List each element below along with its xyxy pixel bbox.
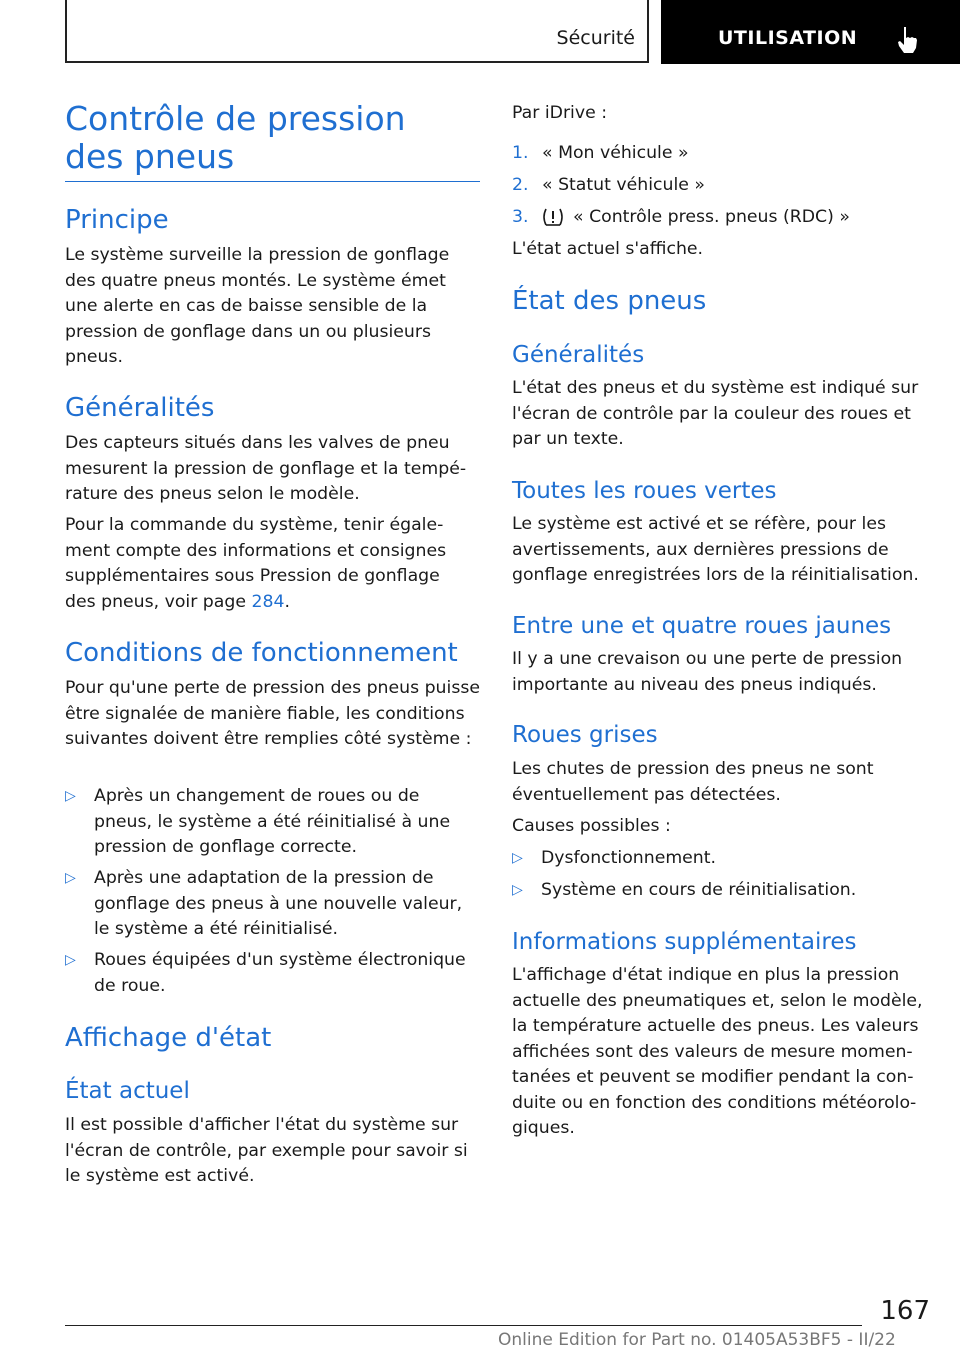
section-label: Sécurité: [556, 27, 635, 49]
step-item: [512, 140, 932, 166]
generalites-right-text: L'état des pneus et du système est indiqué sur l'écran de contrôle par la couleur des roues et par un texte.: [512, 378, 919, 449]
page-link[interactable]: 284: [251, 591, 285, 612]
roues-grises-text: Les chutes de pression des pneus ne sont éventuellement pas détectées.: [512, 759, 874, 805]
principe-text: Le système surveille la pression de gonflage des quatre pneus montés. Le système émet une alerte en cas de baisse sensible de la pression de gonflage dans un ou plusieurs pneus.: [65, 245, 450, 367]
page-title: Contrôle de pression des pneus: [65, 99, 406, 176]
step-number: 1.: [512, 143, 529, 163]
affichage-heading: Affichage d'état: [65, 1023, 272, 1053]
displayed-text: L'état actuel s'affiche.: [512, 239, 704, 259]
bullet-arrow-icon: ▷: [65, 870, 76, 886]
etat-actuel-heading: État actuel: [65, 1078, 190, 1104]
infos-heading: Informations supplémentaires: [512, 929, 857, 955]
list-item-text: Dysfonctionnement.: [541, 848, 717, 868]
generalites-text-2: [65, 513, 473, 615]
footer-divider: [65, 1325, 862, 1326]
generalites-text-2-start: Pour la commande du système, tenir également compte des informations et consignes supplémentaires sous Pression de gonflage des pneus, voir page: [65, 515, 447, 612]
list-item-text: Roues équipées d'un système électronique de roue.: [94, 950, 466, 996]
generalites-text-2-end: .: [284, 591, 290, 612]
tire-pressure-warning-icon: [541, 207, 565, 227]
roues-jaunes-text: Il y a une crevaison ou une perte de pression importante au niveau des pneus indiqués.: [512, 649, 903, 695]
etat-actuel-text: Il est possible d'afficher l'état du système sur l'écran de contrôle, par exemple pour savoir si le système est activé.: [65, 1115, 468, 1186]
list-item-text: Après un changement de roues ou de pneus, le système a été réinitialisé à une pression de gonflage correcte.: [94, 786, 451, 857]
etat-pneus-heading: État des pneus: [512, 286, 707, 316]
list-item-text: Après une adaptation de la pression de gonflage des pneus à une nouvelle valeur, le système a été réinitialisé.: [94, 868, 463, 939]
bullet-arrow-icon: ▷: [65, 952, 76, 968]
generalites-right-heading: Généralités: [512, 342, 645, 368]
roues-jaunes-heading: Entre une et quatre roues jaunes: [512, 613, 892, 639]
step-text: « Statut véhicule »: [542, 175, 705, 195]
bullet-arrow-icon: ▷: [65, 788, 76, 804]
step-text: « Mon véhicule »: [542, 143, 689, 163]
bullet-arrow-icon: ▷: [512, 850, 523, 866]
idrive-intro: Par iDrive :: [512, 103, 608, 123]
principe-heading: Principe: [65, 205, 169, 235]
pointing-hand-icon: [896, 26, 920, 54]
step-item: [512, 204, 932, 230]
list-item-text: Système en cours de réinitialisation.: [541, 880, 857, 900]
generalites-heading: Généralités: [65, 393, 215, 423]
title-divider: [65, 181, 480, 182]
roues-vertes-heading: Toutes les roues vertes: [512, 478, 777, 504]
roues-grises-heading: Roues grises: [512, 722, 658, 748]
causes-text: Causes possibles :: [512, 816, 671, 836]
bullet-arrow-icon: ▷: [512, 882, 523, 898]
conditions-intro: Pour qu'une perte de pression des pneus puisse être signalée de manière fiable, les conditions suivantes doivent être remplies côté système :: [65, 678, 480, 749]
chapter-label: UTILISATION: [718, 27, 858, 49]
roues-vertes-text: Le système est activé et se réfère, pour les avertissements, aux dernières pressions de gonflage enregistrées lors de la réinitialisation.: [512, 514, 919, 585]
footer-edition: Online Edition for Part no. 01405A53BF5 - II/22: [498, 1330, 896, 1350]
header-section-tab: [65, 0, 649, 63]
step-item: [512, 172, 932, 198]
step-text: « Contrôle press. pneus (RDC) »: [573, 207, 850, 227]
conditions-heading: Conditions de fonctionnement: [65, 638, 458, 668]
header-chapter-tab: [661, 0, 960, 64]
step-number: 2.: [512, 175, 529, 195]
step-number: 3.: [512, 207, 529, 227]
infos-text: L'affichage d'état indique en plus la pression actuelle des pneumatiques et, selon le modèle, la température actuelle des pneus. Les valeurs affichées sont des valeurs de mesure momentanées et peuvent se modifier pendant la conduite ou en fonction des conditions météorologiques.: [512, 965, 923, 1138]
generalites-text-1: Des capteurs situés dans les valves de pneu mesurent la pression de gonflage et la température des pneus selon le modèle.: [65, 433, 467, 504]
page-number: 167: [880, 1296, 930, 1326]
